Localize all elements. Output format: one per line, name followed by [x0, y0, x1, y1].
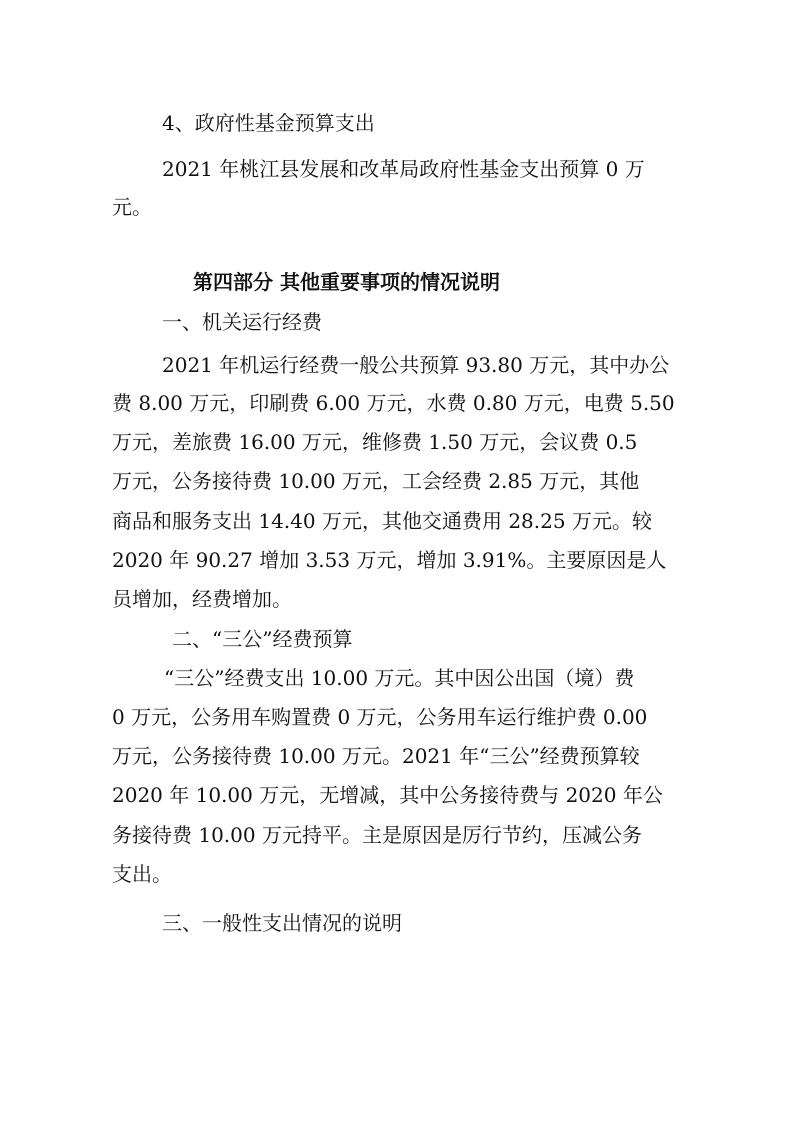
paragraph-line: 万元，公务接待费 10.00 万元，工会经费 2.85 万元，其他 — [112, 469, 640, 493]
paragraph-line: 2020 年 90.27 增加 3.53 万元，增加 3.91%。主要原因是人 — [112, 548, 667, 572]
part-title: 第四部分 其他重要事项的情况说明 — [193, 270, 500, 294]
section-heading-operating-funds: 一、机关运行经费 — [162, 310, 322, 334]
paragraph-line: 2021 年桃江县发展和改革局政府性基金支出预算 0 万 — [162, 157, 645, 181]
paragraph-line: “三公”经费支出 10.00 万元。其中因公出国（境）费 — [164, 666, 635, 690]
paragraph-line: 万元，差旅费 16.00 万元，维修费 1.50 万元，会议费 0.5 — [112, 430, 638, 454]
paragraph-line: 0 万元，公务用车购置费 0 万元，公务用车运行维护费 0.00 — [112, 705, 648, 729]
section-heading-gov-fund: 4、政府性基金预算支出 — [162, 111, 375, 135]
paragraph-line: 费 8.00 万元，印刷费 6.00 万元，水费 0.80 万元，电费 5.50 — [112, 391, 675, 415]
paragraph-line: 务接待费 10.00 万元持平。主是原因是厉行节约，压减公务 — [112, 823, 642, 847]
section-heading-three-public: 二、“三公”经费预算 — [172, 627, 353, 651]
paragraph-line: 商品和服务支出 14.40 万元，其他交通费用 28.25 万元。较 — [112, 509, 652, 533]
paragraph-line: 2020 年 10.00 万元，无增减，其中公务接待费与 2020 年公 — [112, 783, 663, 807]
paragraph-line: 支出。 — [112, 862, 172, 886]
paragraph-line: 元。 — [112, 195, 152, 219]
paragraph-line: 万元，公务接待费 10.00 万元。2021 年“三公”经费预算较 — [112, 744, 640, 768]
paragraph-line: 员增加，经费增加。 — [112, 587, 292, 611]
section-heading-general-expense: 三、一般性支出情况的说明 — [162, 911, 402, 935]
paragraph-line: 2021 年机运行经费一般公共预算 93.80 万元，其中办公 — [162, 353, 670, 377]
